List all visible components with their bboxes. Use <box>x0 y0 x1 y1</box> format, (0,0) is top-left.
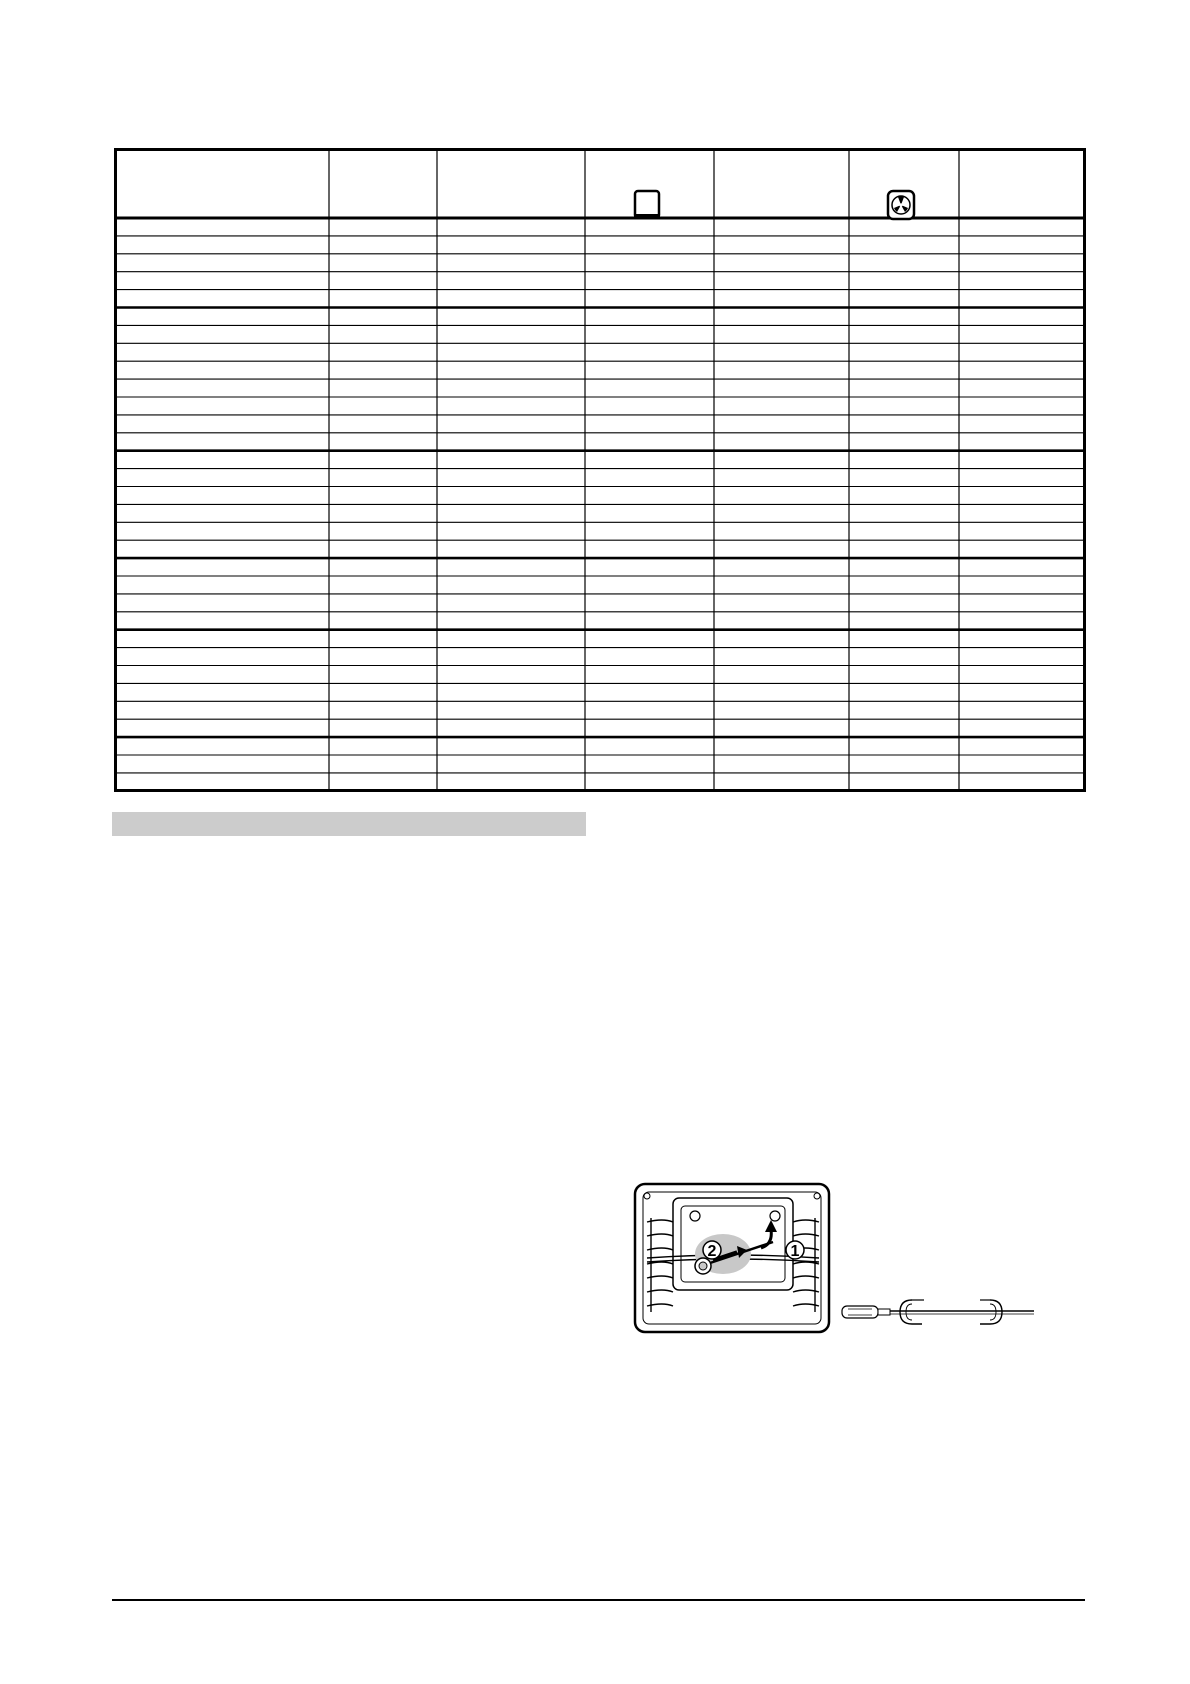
cooking-table-grid <box>114 148 1086 792</box>
step-2-label: 2 <box>707 1243 717 1260</box>
conventional-oven-icon <box>633 189 661 221</box>
section-heading-bar <box>112 812 586 836</box>
footer-rule <box>112 1599 1085 1601</box>
rotisserie-spit-figure <box>840 1294 1036 1330</box>
cooking-table <box>114 148 1086 792</box>
oven-rotisserie-figure <box>633 1182 833 1336</box>
fan-oven-icon <box>886 189 916 221</box>
step-1-label: 1 <box>790 1243 800 1260</box>
